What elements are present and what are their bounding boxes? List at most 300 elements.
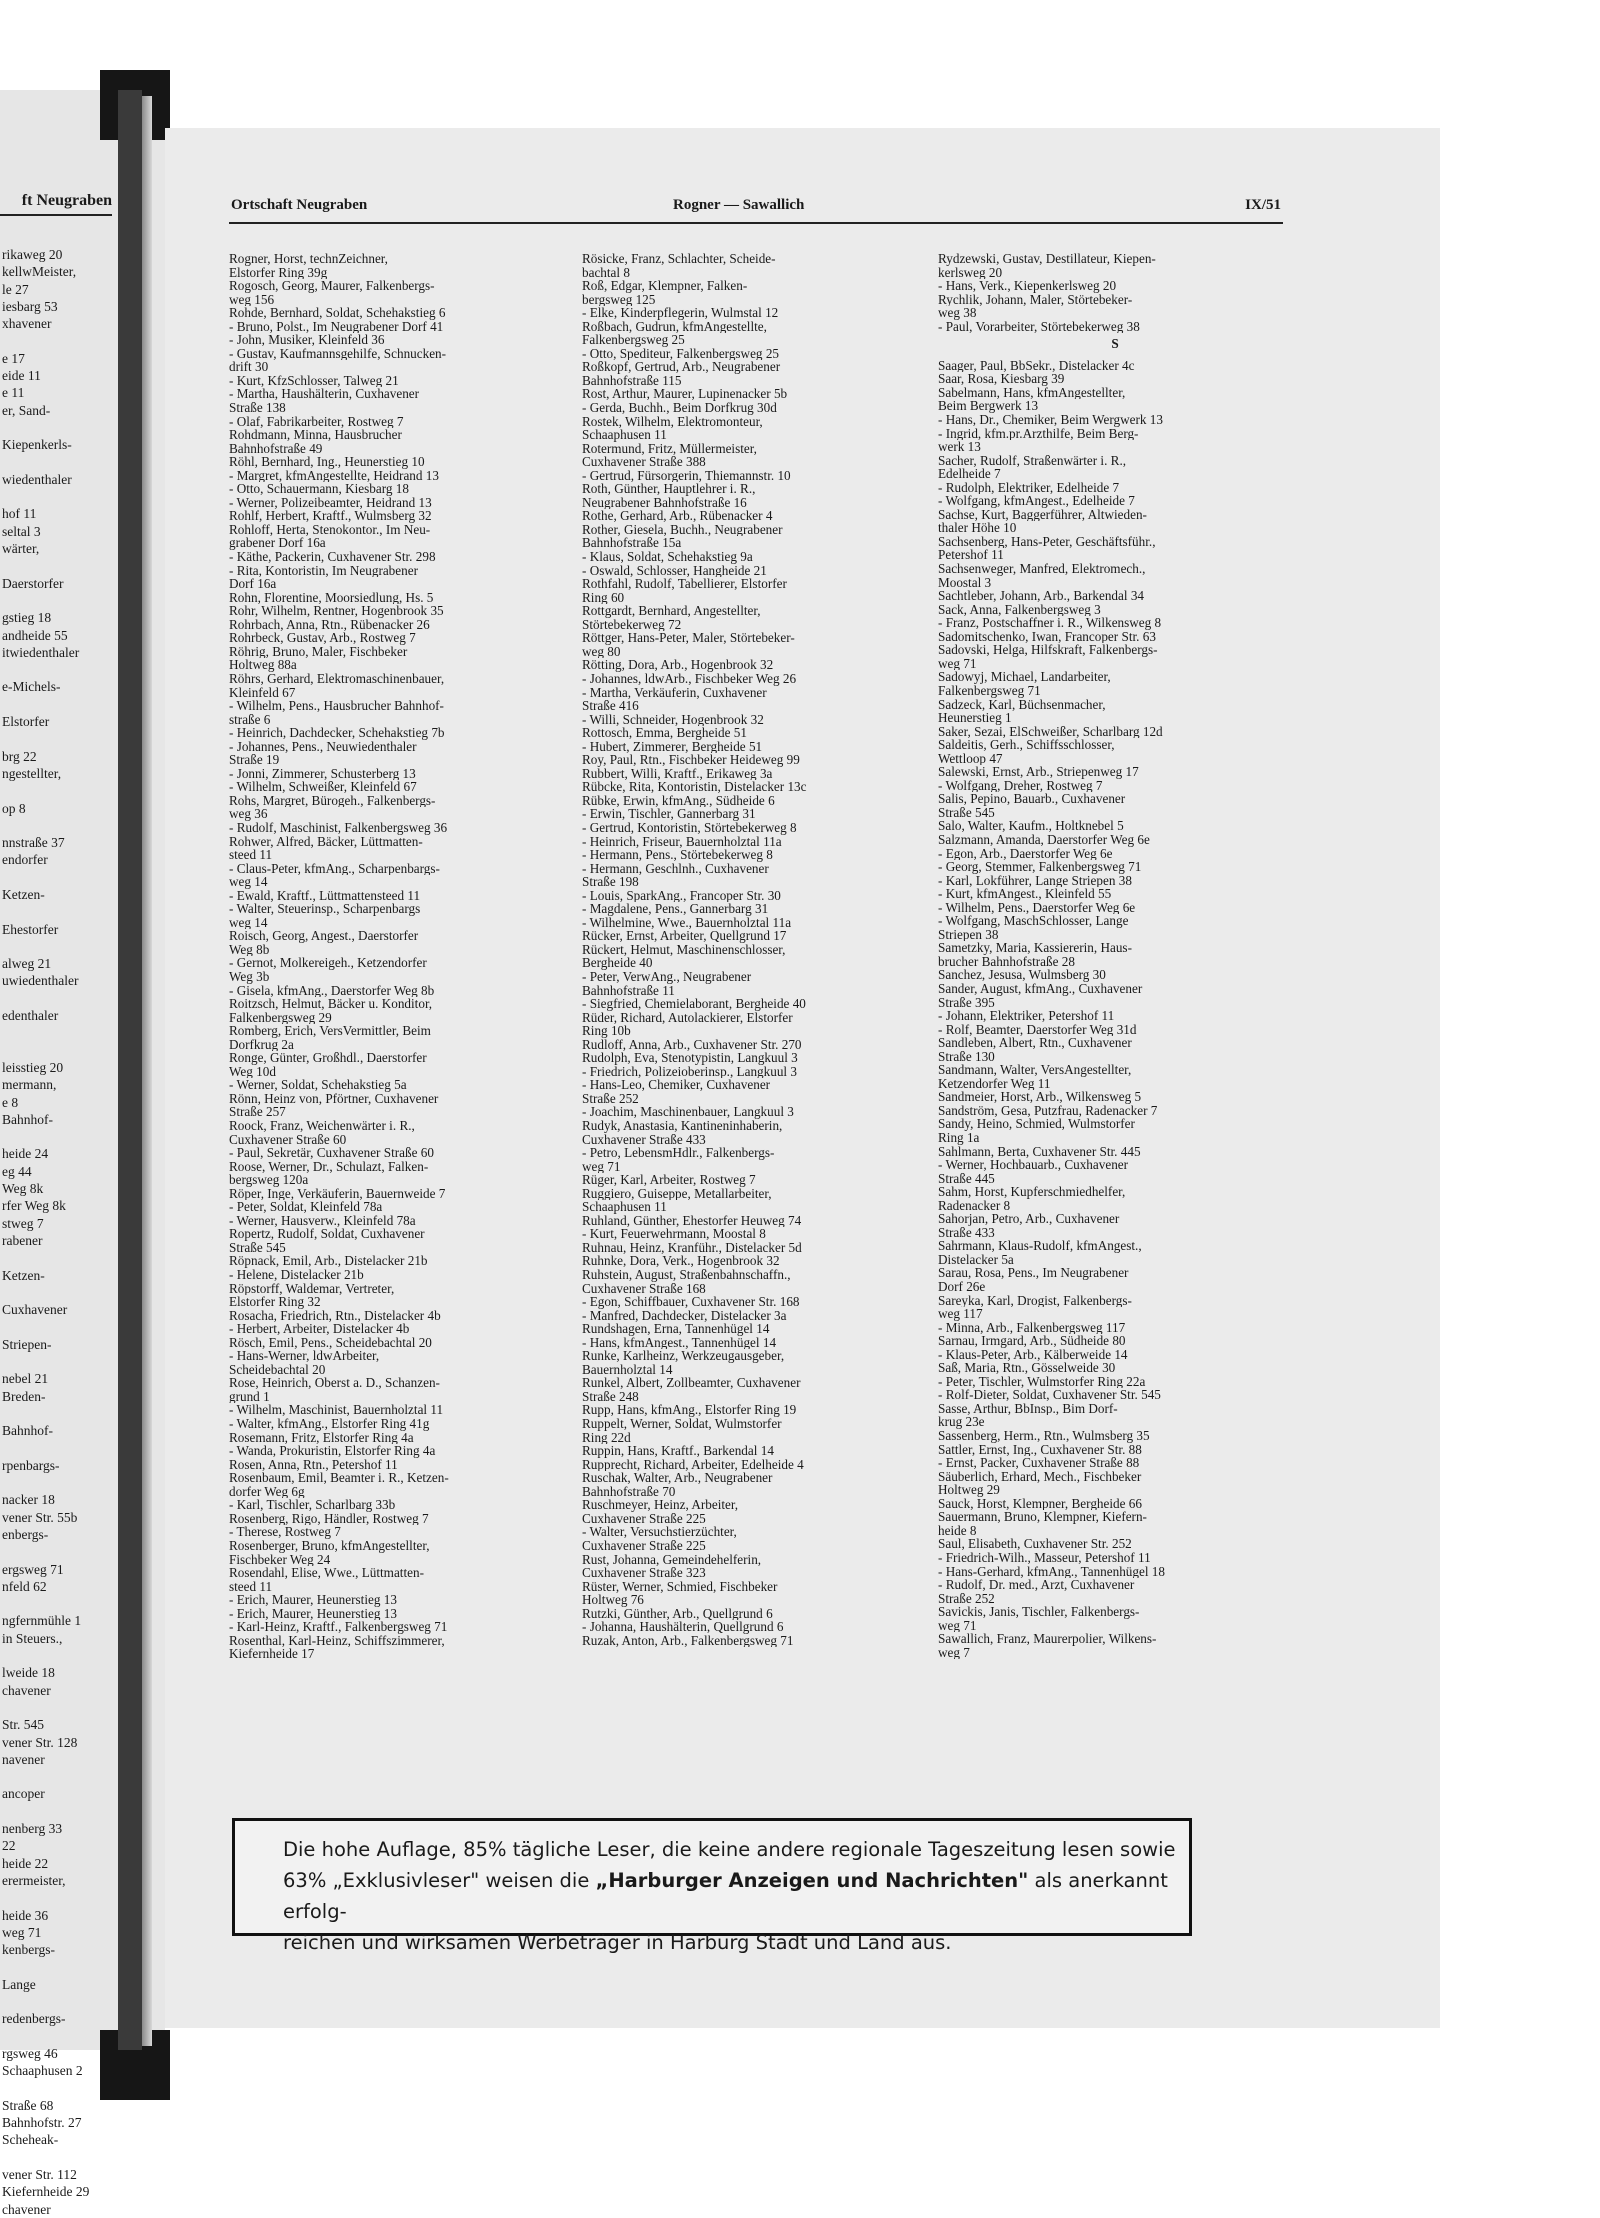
directory-entry-line: Runke, Karlheinz, Werkzeugausgeber, — [582, 1349, 785, 1363]
directory-entry-line: Röttger, Hans-Peter, Maler, Störtebeker- — [582, 631, 795, 645]
directory-entry-line: Elstorfer Ring 32 — [229, 1295, 321, 1309]
directory-entry-line: Rose, Heinrich, Oberst a. D., Schanzen- — [229, 1376, 440, 1390]
directory-entry-line: weg 36 — [229, 807, 268, 821]
ad-newspaper-name: „Harburger Anzeigen und Nachrichten" — [595, 1869, 1029, 1892]
directory-entry-line: Beim Bergwerk 13 — [938, 399, 1039, 414]
directory-entry-line: Rübke, Erwin, kfmAng., Südheide 6 — [582, 793, 775, 808]
directory-entry-line: - Johannes, Pens., Neuwiedenthaler — [229, 739, 417, 754]
directory-entry-line: Ring 10b — [582, 1024, 631, 1038]
directory-entry-line: Rohlf, Herbert, Kraftf., Wulmsberg 32 — [229, 509, 432, 523]
left-page-line: ergsweg 71 — [2, 1561, 64, 1577]
directory-entry-line: Schaaphusen 11 — [582, 1200, 667, 1214]
left-page-line — [2, 557, 114, 574]
directory-entry-line: Ruppelt, Werner, Soldat, Wulmstorfer — [582, 1417, 782, 1431]
directory-entry-line: Sadovski, Helga, Hilfskraft, Falkenbergs- — [938, 643, 1158, 657]
directory-entry-line: drift 30 — [229, 360, 269, 374]
directory-entry-line: Rudolph, Eva, Stenotypistin, Langkuul 3 — [582, 1051, 798, 1065]
directory-entry-line: Rönn, Heinz von, Pförtner, Cuxhavener — [229, 1091, 439, 1106]
directory-entry-line: Sadomitschenko, Iwan, Francoper Str. 63 — [938, 629, 1156, 644]
directory-entry-line: - Paul, Vorarbeiter, Störtebekerweg 38 — [938, 319, 1140, 334]
directory-entry-line: - Petro, LebensmHdlr., Falkenbergs- — [582, 1146, 775, 1160]
directory-entry-line: Romberg, Erich, VersVermittler, Beim — [229, 1024, 431, 1038]
left-page-line — [2, 419, 114, 436]
directory-entry-line: - Joachim, Maschinenbauer, Langkuul 3 — [582, 1105, 794, 1119]
directory-entry-line: Rohrbeck, Gustav, Arb., Rostweg 7 — [229, 631, 416, 645]
ad-line-2-end: als anerkannt erfolg- — [283, 1869, 1168, 1923]
directory-entry-line: Straße 445 — [938, 1171, 995, 1186]
directory-entry-line: Straße 248 — [582, 1389, 639, 1404]
directory-entry-line: Bauernholztal 14 — [582, 1362, 673, 1377]
directory-entry-line: - Friedrich, Polizeioberinsp., Langkuul 3 — [582, 1064, 797, 1079]
directory-entry-line: steed 11 — [229, 848, 273, 862]
directory-entry-line: Rydzewski, Gustav, Destillateur, Kiepen- — [938, 252, 1156, 266]
directory-entry-line: - Ernst, Packer, Cuxhavener Straße 88 — [938, 1456, 1140, 1470]
directory-entry-line: Rostek, Wilhelm, Elektromonteur, — [582, 414, 763, 429]
directory-entry-line: Rohdmann, Minna, Hausbrucher — [229, 428, 402, 442]
directory-entry-line: - Erwin, Tischler, Gannerbarg 31 — [582, 807, 756, 821]
left-page-line — [2, 1024, 114, 1041]
ad-line-2-start: 63% „Exklusivleser" weisen die — [283, 1869, 596, 1892]
left-header-rule — [0, 214, 112, 216]
directory-entry-line: - Wolfgang, kfmAngest., Edelheide 7 — [938, 494, 1135, 508]
directory-entry-line: Ring 22d — [582, 1430, 631, 1445]
directory-entry-line: Sacher, Rudolf, Straßenwärter i. R., — [938, 453, 1127, 468]
directory-entry-line: - Friedrich-Wilh., Masseur, Petershof 11 — [938, 1550, 1151, 1565]
left-page-line: eg 44 — [2, 1163, 32, 1179]
directory-entry-line: Ruzak, Anton, Arb., Falkenbergsweg 71 — [582, 1633, 794, 1648]
directory-entry-line: - Manfred, Dachdecker, Distelacker 3a — [582, 1308, 787, 1323]
section-letter: S — [1111, 336, 1119, 352]
left-page-line: Ketzen- — [2, 1267, 45, 1283]
directory-entry-line: - Margret, kfmAngestellte, Heidrand 13 — [229, 468, 439, 483]
directory-entry-line: Dorf 26e — [938, 1280, 986, 1294]
directory-entry-line: grabener Dorf 16a — [229, 536, 326, 551]
directory-entry-line: Cuxhavener Straße 323 — [582, 1566, 706, 1580]
directory-entry-line: Straße 19 — [229, 753, 280, 767]
left-page-line: er, Sand- — [2, 402, 51, 418]
directory-entry-line: weg 80 — [582, 644, 621, 659]
directory-entry-line: Bergheide 40 — [582, 956, 653, 970]
left-page-line: hof 11 — [2, 506, 37, 522]
directory-entry-line: - Egon, Arb., Daerstorfer Weg 6e — [938, 846, 1113, 861]
directory-entry-line: - Peter, VerwAng., Neugrabener — [582, 969, 752, 984]
directory-entry-line: - Gertrud, Kontoristin, Störtebekerweg 8 — [582, 820, 797, 835]
left-page-line: edenthaler — [2, 1008, 59, 1024]
left-page-line — [2, 592, 114, 609]
directory-entry-line: Holtweg 29 — [938, 1483, 1000, 1497]
directory-entry-line: Rösicke, Franz, Schlachter, Scheide- — [582, 252, 776, 266]
left-page-line: Ketzen- — [2, 886, 45, 902]
left-page-line: andheide 55 — [2, 627, 68, 643]
directory-entry-line: Sachtleber, Johann, Arb., Barkendal 34 — [938, 589, 1145, 603]
left-page-line: leisstieg 20 — [2, 1059, 64, 1075]
left-page-line: enbergs- — [2, 1526, 49, 1542]
header-rule — [229, 222, 1283, 224]
directory-entry-line: Rosenbaum, Emil, Beamter i. R., Ketzen- — [229, 1471, 449, 1485]
left-page-line: seltal 3 — [2, 523, 41, 539]
directory-entry-line: - Helene, Distelacker 21b — [229, 1268, 364, 1282]
directory-entry-line: Holtweg 88a — [229, 658, 297, 672]
directory-entry-line: Straße 257 — [229, 1105, 286, 1119]
left-page-line: le 27 — [2, 281, 29, 297]
directory-entry-line: Rosendahl, Elise, Wwe., Lüttmatten- — [229, 1566, 424, 1580]
directory-entry-line: Ruschak, Walter, Arb., Neugrabener — [582, 1471, 773, 1485]
directory-entry-line: - Olaf, Fabrikarbeiter, Rostweg 7 — [229, 414, 404, 429]
left-page-line: ancoper — [2, 1786, 45, 1802]
directory-entry-line: Rösch, Emil, Pens., Scheidebachtal 20 — [229, 1335, 432, 1350]
left-page-line: ngfernmühle 1 — [2, 1613, 82, 1629]
directory-entry-line: werk 13 — [938, 440, 981, 454]
directory-entry-line: Sarau, Rosa, Pens., Im Neugrabener — [938, 1266, 1129, 1281]
directory-entry-line: Straße 198 — [582, 875, 639, 889]
left-page-line — [2, 2028, 114, 2045]
gutter-shadow — [142, 96, 152, 2046]
directory-entry-line: - Ingrid, kfm.pr.Arzthilfe, Beim Berg- — [938, 426, 1139, 441]
directory-entry-line: Sandy, Heino, Schmied, Wulmstorfer — [938, 1117, 1135, 1131]
directory-entry-line: heide 8 — [938, 1523, 977, 1538]
directory-entry-line: Ruhstein, August, Straßenbahnschaffn., — [582, 1268, 791, 1282]
left-page-line: kenbergs- — [2, 1942, 55, 1958]
directory-entry-line: - Rita, Kontoristin, Im Neugrabener — [229, 563, 418, 578]
directory-entry-line: - Otto, Spediteur, Falkenbergsweg 25 — [582, 346, 780, 361]
directory-entry-line: Rust, Johanna, Gemeindehelferin, — [582, 1552, 762, 1567]
directory-entry-line: - Bruno, Polst., Im Neugrabener Dorf 41 — [229, 319, 444, 334]
directory-entry-line: Straße 252 — [938, 1591, 995, 1606]
left-page-line — [2, 1803, 114, 1820]
directory-entry-line: Rübcke, Rita, Kontoristin, Distelacker 13c — [582, 780, 807, 794]
left-page-line: vener Str. 128 — [2, 1734, 78, 1750]
directory-entry-line: Ropertz, Rudolf, Soldat, Cuxhavener — [229, 1227, 425, 1241]
left-page-header: ft Neugraben — [21, 192, 112, 209]
directory-entry-line: - Willi, Schneider, Hogenbrook 32 — [582, 712, 764, 727]
left-page-line: endorfer — [2, 852, 48, 868]
directory-entry-line: Kleinfeld 67 — [229, 685, 296, 700]
directory-entry-line: - Klaus, Soldat, Schehakstieg 9a — [582, 550, 753, 564]
left-page-line: rabener — [2, 1232, 43, 1248]
left-page-line: Schaaphusen 2 — [2, 2063, 83, 2079]
left-page-line: Daerstorfer — [2, 575, 64, 591]
left-page-line: Bahnhof- — [2, 1423, 53, 1439]
directory-entry-line: - Werner, Hochbauarb., Cuxhavener — [938, 1158, 1129, 1172]
directory-entry-line: weg 71 — [938, 1618, 977, 1633]
directory-entry-line: - Magdalene, Pens., Gannerbarg 31 — [582, 902, 769, 916]
directory-entry-line: Salewski, Ernst, Arb., Striepenweg 17 — [938, 765, 1139, 779]
left-page-line — [2, 782, 114, 799]
directory-entry-line: - Kurt, KfzSchlosser, Talweg 21 — [229, 373, 399, 388]
directory-entry-line: - Wanda, Prokuristin, Elstorfer Ring 4a — [229, 1444, 436, 1458]
directory-entry-line: Rosen, Anna, Rtn., Petershof 11 — [229, 1457, 398, 1472]
directory-entry-line: - Martha, Verkäuferin, Cuxhavener — [582, 685, 767, 700]
directory-entry-line: Cuxhavener Straße 388 — [582, 455, 706, 469]
left-page-line: xhavener — [2, 316, 52, 332]
directory-entry-line: - Franz, Postschaffner i. R., Wilkensweg 8 — [938, 616, 1162, 630]
left-page-line: vener Str. 55b — [2, 1509, 78, 1525]
directory-entry-line: Rücker, Ernst, Arbeiter, Quellgrund 17 — [582, 929, 787, 943]
directory-entry-line: Straße 545 — [938, 805, 995, 820]
directory-entry-line: - Walter, Versuchstierzüchter, — [582, 1525, 737, 1539]
directory-entry-line: Roth, Günther, Hauptlehrer i. R., — [582, 482, 756, 496]
directory-entry-line: Sahorjan, Petro, Arb., Cuxhavener — [938, 1212, 1120, 1226]
directory-entry-line: - Rolf-Dieter, Soldat, Cuxhavener Str. 545 — [938, 1388, 1161, 1402]
directory-entry-line: weg 71 — [582, 1159, 621, 1174]
left-page-line — [2, 2149, 114, 2166]
directory-entry-line: Moostal 3 — [938, 575, 992, 590]
directory-entry-line: Cuxhavener Straße 433 — [582, 1132, 706, 1147]
left-page-line: nebel 21 — [2, 1371, 49, 1387]
directory-entry-line: Roose, Werner, Dr., Schulazt, Falken- — [229, 1159, 429, 1174]
directory-entry-line: thaler Höhe 10 — [938, 521, 1017, 535]
directory-entry-line: - Elke, Kinderpflegerin, Wulmstal 12 — [582, 306, 779, 320]
directory-entry-line: Ruschmeyer, Heinz, Arbeiter, — [582, 1498, 739, 1512]
advertisement-box — [232, 1818, 1192, 1954]
directory-entry-line: Roß, Edgar, Klempner, Falken- — [582, 279, 748, 293]
directory-entry-line: Sachsenweger, Manfred, Elektromech., — [938, 562, 1146, 576]
directory-entry-line: - Werner, Hausverw., Kleinfeld 78a — [229, 1213, 416, 1228]
directory-entry-line: Rötting, Dora, Arb., Hogenbrook 32 — [582, 658, 774, 672]
directory-entry-line: Cuxhavener Straße 225 — [582, 1538, 706, 1553]
left-page-line: nfeld 62 — [2, 1578, 47, 1594]
left-page-line — [2, 1958, 114, 1975]
directory-entry-line: weg 117 — [938, 1307, 983, 1321]
directory-entry-line: Rohloff, Herta, Stenokontor., Im Neu- — [229, 522, 431, 537]
left-page-line: itwiedenthaler — [2, 644, 80, 660]
directory-entry-line: Weg 10d — [229, 1064, 276, 1079]
directory-entry-line: Ruppin, Hans, Kraftf., Barkendal 14 — [582, 1444, 774, 1458]
directory-entry-line: - Gernot, Molkereigeh., Ketzendorfer — [229, 956, 427, 970]
directory-entry-line: - Rudolf, Dr. med., Arzt, Cuxhavener — [938, 1578, 1135, 1592]
directory-entry-line: Sander, August, kfmAng., Cuxhavener — [938, 981, 1143, 996]
directory-entry-line: Ruhland, Günther, Ehestorfer Heuweg 74 — [582, 1213, 802, 1228]
left-page-text — [2, 246, 114, 2218]
directory-entry-line: Sareyka, Karl, Drogist, Falkenbergs- — [938, 1293, 1132, 1308]
left-page-line: rikaweg 20 — [2, 247, 63, 262]
directory-entry-line: Rosenberg, Rigo, Händler, Rostweg 7 — [229, 1511, 429, 1526]
left-page-line: alweg 21 — [2, 956, 52, 972]
directory-entry-line: Störtebekerweg 72 — [582, 617, 682, 632]
page-header — [231, 197, 1281, 221]
directory-entry-line: Roßkopf, Gertrud, Arb., Neugrabener — [582, 360, 781, 374]
left-page-line: heide 24 — [2, 1146, 49, 1162]
header-locality: Ortschaft Neugraben — [231, 197, 368, 213]
directory-entry-line: Röhrig, Bruno, Maler, Fischbeker — [229, 644, 408, 659]
left-page-line — [2, 1474, 114, 1491]
directory-entry-line: Saldeitis, Gerh., Schiffsschlosser, — [938, 738, 1115, 752]
directory-entry-line: Rubbert, Willi, Kraftf., Erikaweg 3a — [582, 766, 773, 781]
left-page-line — [2, 938, 114, 955]
directory-entry-line: - Hermann, Geschlnh., Cuxhavener — [582, 861, 769, 876]
directory-entry-line: - Hans, kfmAngest., Tannenhügel 14 — [582, 1335, 777, 1350]
directory-entry-line: Sandleben, Albert, Rtn., Cuxhavener — [938, 1036, 1132, 1050]
directory-entry-line: Sassenberg, Herm., Rtn., Wulmsberg 35 — [938, 1429, 1150, 1443]
directory-entry-line: Röhrs, Gerhard, Elektromaschinenbauer, — [229, 671, 445, 686]
left-page-line: erermeister, — [2, 1872, 66, 1888]
directory-entry-line: Scheidebachtal 20 — [229, 1362, 326, 1377]
directory-entry-line: Bahnhofstraße 49 — [229, 441, 323, 456]
directory-entry-line: - Hubert, Zimmerer, Bergheide 51 — [582, 739, 763, 754]
left-page-line: iesbarg 53 — [2, 298, 58, 314]
directory-entry-line: - Otto, Schauermann, Kiesbarg 18 — [229, 482, 409, 496]
ad-line-3: reichen und wirksamen Werbeträger in Harburg Stadt und Land aus. — [283, 1931, 952, 1954]
directory-entry-line: Ketzendorfer Weg 11 — [938, 1076, 1051, 1091]
directory-entry-line: Rohde, Bernhard, Soldat, Schehakstieg 6 — [229, 306, 446, 320]
directory-entry-line: - Käthe, Packerin, Cuxhavener Str. 298 — [229, 550, 436, 564]
directory-entry-line: weg 14 — [229, 915, 268, 930]
left-page-line: nacker 18 — [2, 1492, 55, 1508]
left-page-line — [2, 1993, 114, 2010]
directory-entry-line: Sattler, Ernst, Ing., Cuxhavener Str. 88 — [938, 1442, 1142, 1457]
directory-entry-line: - Egon, Schiffbauer, Cuxhavener Str. 168 — [582, 1295, 800, 1309]
directory-entry-line: Säuberlich, Erhard, Mech., Fischbeker — [938, 1469, 1142, 1484]
directory-entry-line: Saker, Sezai, ElSchweißer, Scharlbarg 12d — [938, 724, 1163, 739]
directory-entry-line: Ring 60 — [582, 590, 625, 605]
directory-entry-line: Runkel, Albert, Zollbeamter, Cuxhavener — [582, 1376, 801, 1390]
directory-entry-line: Sack, Anna, Falkenbergsweg 3 — [938, 602, 1101, 617]
left-page-line: rfer Weg 8k — [2, 1198, 66, 1214]
directory-entry-line: Bahnhofstraße 15a — [582, 536, 682, 551]
directory-entry-line: - Erich, Maurer, Heunerstieg 13 — [229, 1606, 397, 1621]
directory-entry-line: Roßbach, Gudrun, kfmAngestellte, — [582, 319, 767, 334]
directory-entry-line: Weg 8b — [229, 942, 270, 957]
directory-entry-line: Sawallich, Franz, Maurerpolier, Wilkens- — [938, 1632, 1157, 1646]
directory-entry-line: Rohwer, Alfred, Bäcker, Lüttmatten- — [229, 834, 423, 849]
directory-entry-line: Rüger, Karl, Arbeiter, Rostweg 7 — [582, 1173, 756, 1187]
directory-entry-line: Rupp, Hans, kfmAng., Elstorfer Ring 19 — [582, 1403, 797, 1418]
left-page-line: gstieg 18 — [2, 610, 52, 626]
directory-entry-line: - Walter, Steuerinsp., Scharpenbargs — [229, 902, 421, 916]
directory-entry-line: - Werner, Soldat, Schehakstieg 5a — [229, 1078, 407, 1092]
directory-entry-line: bachtal 8 — [582, 265, 630, 280]
left-page-line: eide 11 — [2, 368, 41, 384]
directory-entry-line: Straße 130 — [938, 1049, 995, 1064]
left-page-line — [2, 1405, 114, 1422]
left-page-line — [2, 1699, 114, 1716]
left-page-line — [2, 1768, 114, 1785]
directory-entry-line: Salo, Walter, Kaufm., Holtknebel 5 — [938, 819, 1124, 833]
directory-entry-line: kerlsweg 20 — [938, 265, 1003, 280]
directory-entry-line: - Wolfgang, Dreher, Rostweg 7 — [938, 778, 1103, 793]
directory-entry-line: - Wolfgang, MaschSchlosser, Lange — [938, 914, 1129, 928]
directory-entry-line: Rohn, Florentine, Moorsiedlung, Hs. 5 — [229, 590, 434, 605]
directory-entry-line: - Jonni, Zimmerer, Schusterberg 13 — [229, 766, 416, 781]
left-page-line — [2, 990, 114, 1007]
directory-entry-line: - Johannes, ldwArb., Fischbeker Weg 26 — [582, 671, 797, 686]
left-page-line: vener Str. 112 — [2, 2166, 77, 2182]
directory-entry-line: Sanchez, Jesusa, Wulmsberg 30 — [938, 968, 1106, 982]
directory-entry-line: - Minna, Arb., Falkenbergsweg 117 — [938, 1320, 1126, 1335]
left-page-line: e 8 — [2, 1094, 19, 1110]
directory-entry-line: Sametzky, Maria, Kassiererin, Haus- — [938, 941, 1132, 955]
directory-entry-line: - Rudolph, Elektriker, Edelheide 7 — [938, 480, 1120, 495]
left-page-line: Kiepenkerls- — [2, 437, 72, 453]
directory-entry-line: Sarnau, Irmgard, Arb., Südheide 80 — [938, 1334, 1126, 1348]
left-page-line — [2, 1284, 114, 1301]
directory-entry-line: bergsweg 125 — [582, 292, 656, 307]
directory-entry-line: Petershof 11 — [938, 548, 1004, 563]
left-page-line — [2, 1128, 114, 1145]
directory-entry-line: - Klaus-Peter, Arb., Kälberweide 14 — [938, 1347, 1128, 1362]
left-page-line: rgsweg 46 — [2, 2045, 58, 2061]
directory-entry-line: Sabelmann, Hans, kfmAngestellter, — [938, 385, 1126, 400]
directory-entry-line: Röpstorff, Waldemar, Vertreter, — [229, 1281, 395, 1296]
left-page-line — [2, 661, 114, 678]
directory-entry-line: weg 7 — [938, 1645, 970, 1660]
directory-entry-line: Salzmann, Amanda, Daerstorfer Weg 6e — [938, 832, 1150, 847]
directory-entry-line: Rogner, Horst, technZeichner, — [229, 252, 388, 266]
left-page-line — [2, 903, 114, 920]
directory-entry-line: Röper, Inge, Verkäuferin, Bauernweide 7 — [229, 1186, 446, 1201]
left-page-line: heide 36 — [2, 1907, 49, 1923]
directory-entry-line: Straße 416 — [582, 699, 639, 713]
directory-entry-line: Roisch, Georg, Angest., Daerstorfer — [229, 929, 419, 943]
left-page-line: e-Michels- — [2, 679, 61, 695]
directory-entry-line: Striepen 38 — [938, 927, 999, 942]
directory-entry-line: straße 6 — [229, 712, 271, 727]
directory-entry-line: Rothe, Gerhard, Arb., Rübenacker 4 — [582, 509, 773, 523]
directory-entry-line: Rosenthal, Karl-Heinz, Schiffszimmerer, — [229, 1633, 445, 1648]
directory-entry-line: - Ewald, Kraftf., Lüttmattensteed 11 — [229, 888, 421, 903]
directory-entry-line: Rost, Arthur, Maurer, Lupinenacker 5b — [582, 387, 788, 402]
directory-entry-line: - Heinrich, Dachdecker, Schehakstieg 7b — [229, 726, 445, 740]
directory-entry-line: Röpnack, Emil, Arb., Distelacker 21b — [229, 1254, 428, 1269]
left-page-line: lweide 18 — [2, 1665, 55, 1681]
left-page-line: Lange — [2, 1976, 36, 1992]
directory-entry-line: - Hans-Gerhard, kfmAng., Tannenhügel 18 — [938, 1564, 1165, 1579]
header-name-range: Rogner — Sawallich — [673, 197, 805, 213]
left-page-line: weg 71 — [2, 1924, 42, 1940]
left-page-line — [2, 730, 114, 747]
directory-entry-line: - Gisela, kfmAng., Daerstorfer Weg 8b — [229, 983, 435, 998]
left-page-line: chavener — [2, 2201, 51, 2217]
directory-entry-line: Sahlmann, Berta, Cuxhavener Str. 445 — [938, 1144, 1141, 1159]
left-page-line: e 17 — [2, 350, 25, 366]
directory-entry-line: bergsweg 120a — [229, 1173, 309, 1187]
left-page-line: Kiefernheide 29 — [2, 2184, 90, 2200]
left-page-line — [2, 1647, 114, 1664]
directory-entry-line: - Erich, Maurer, Heunerstieg 13 — [229, 1593, 397, 1607]
directory-entry-line: Straße 433 — [938, 1225, 995, 1240]
directory-entry-line: Straße 545 — [229, 1240, 286, 1255]
directory-entry-line: Cuxhavener Straße 60 — [229, 1132, 347, 1147]
directory-entry-line: Holtweg 76 — [582, 1593, 644, 1607]
directory-entry-line: Distelacker 5a — [938, 1252, 1014, 1267]
directory-entry-line: Sahm, Horst, Kupferschmiedhelfer, — [938, 1185, 1126, 1199]
directory-entry-line: Saar, Rosa, Kiesbarg 39 — [938, 372, 1065, 386]
directory-entry-line: Rudyk, Anastasia, Kantineninhaberin, — [582, 1119, 783, 1133]
directory-entry-line: Saager, Paul, BbSekr., Distelacker 4c — [938, 358, 1135, 373]
directory-entry-line: - Peter, Soldat, Kleinfeld 78a — [229, 1200, 383, 1214]
directory-entry-line: dorfer Weg 6g — [229, 1484, 305, 1499]
directory-entry-line: Saul, Elisabeth, Cuxhavener Str. 252 — [938, 1537, 1132, 1551]
directory-entry-line: Ruhnke, Dora, Verk., Hogenbrook 32 — [582, 1254, 780, 1269]
directory-entry-line: Salis, Pepino, Bauarb., Cuxhavener — [938, 792, 1126, 806]
directory-entry-line: Rutzki, Günther, Arb., Quellgrund 6 — [582, 1606, 773, 1621]
left-page-line: Cuxhavener — [2, 1302, 68, 1318]
directory-entry-line: Rohs, Margret, Bürogeh., Falkenbergs- — [229, 793, 436, 808]
directory-entry-line: - Wilhelm, Pens., Hausbrucher Bahnhof- — [229, 699, 444, 713]
left-page-line — [2, 1543, 114, 1560]
directory-entry-line: grund 1 — [229, 1389, 270, 1404]
directory-entry-line: - Wilhelm, Maschinist, Bauernholztal 11 — [229, 1403, 444, 1418]
left-page-line: stweg 7 — [2, 1215, 44, 1231]
left-page-line: Bahnhof- — [2, 1111, 53, 1127]
directory-entry-line: Fischbeker Weg 24 — [229, 1552, 331, 1567]
left-page-line: wärter, — [2, 541, 40, 557]
left-page-line: chavener — [2, 1682, 51, 1698]
left-page-line: Ehestorfer — [2, 921, 59, 937]
left-page-line — [2, 1318, 114, 1335]
directory-entry-line: Sachse, Kurt, Baggerführer, Altwieden- — [938, 507, 1147, 522]
left-page-line: uwiedenthaler — [2, 973, 79, 989]
